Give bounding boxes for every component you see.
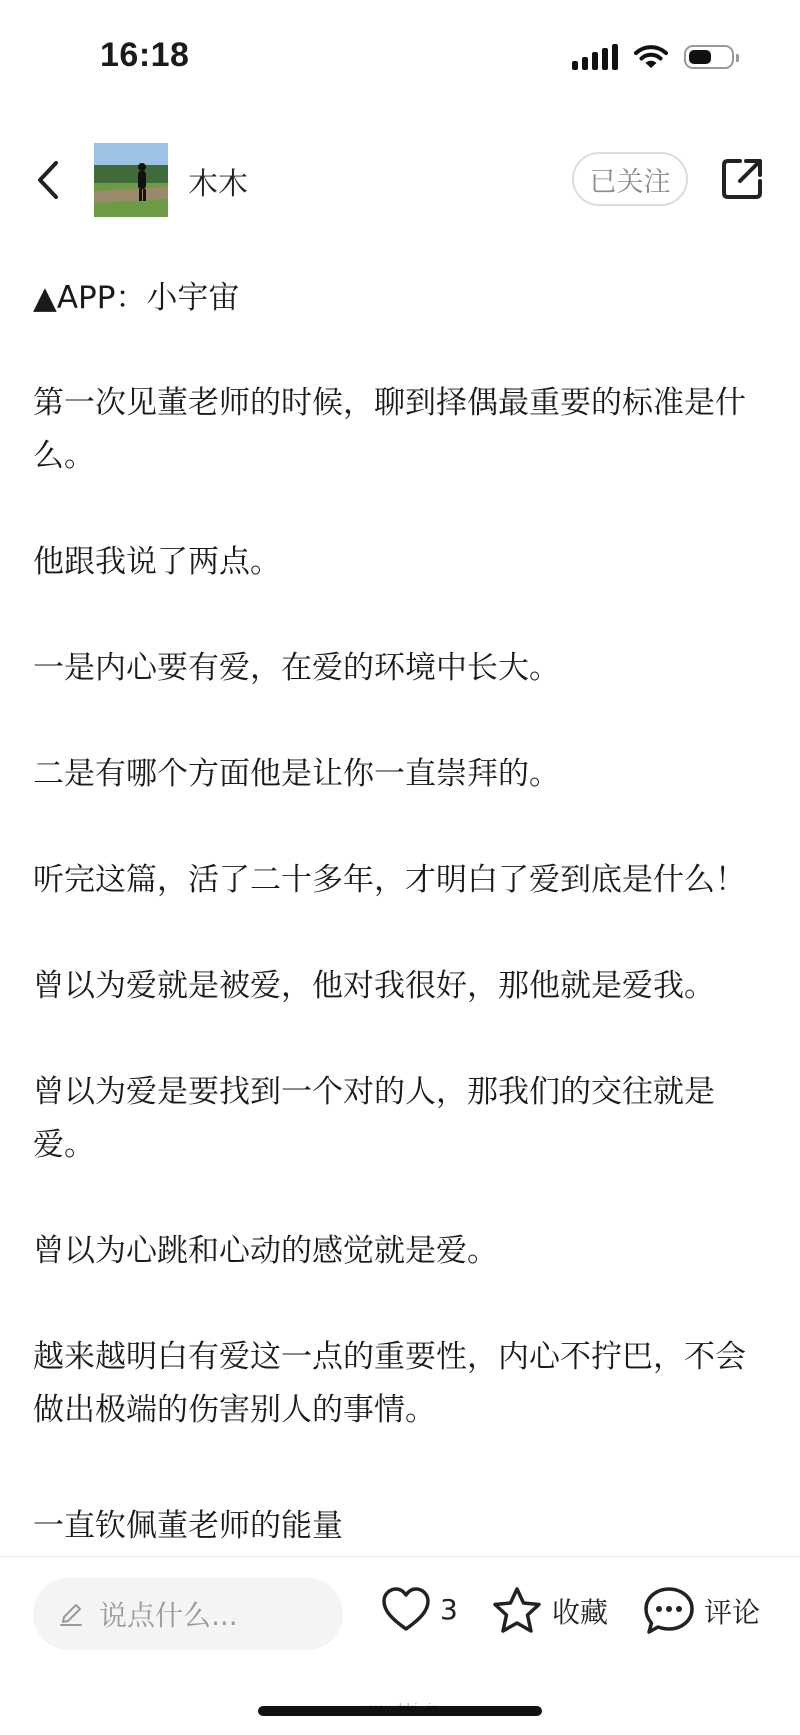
star-icon (490, 1585, 544, 1637)
article-paragraph: 听完这篇，活了二十多年，才明白了爱到底是什么！ (33, 862, 746, 898)
comment-input[interactable] (33, 1578, 343, 1650)
comment-button[interactable] (642, 1585, 760, 1637)
like-count: 3 (440, 1592, 458, 1626)
article-paragraph: 越来越明白有爱这一点的重要性，内心不拧巴，不会做出极端的伤害别人的事情。 (33, 1339, 746, 1428)
chat-bubble-icon (642, 1585, 696, 1637)
article-paragraph: 一是内心要有爱，在爱的环境中长大。 (33, 650, 560, 686)
cellular-signal-icon (572, 44, 618, 70)
favorite-label: 收藏 (552, 1596, 609, 1629)
article-paragraph-partial (33, 1508, 773, 1556)
article-paragraph: 曾以为爱就是被爱，他对我很好，那他就是爱我。 (33, 968, 715, 1004)
article-paragraph: 二是有哪个方面他是让你一直崇拜的。 (33, 756, 560, 792)
author-name[interactable]: 木木 (188, 167, 248, 202)
article-paragraph: 他跟我说了两点。 (33, 544, 281, 580)
article-paragraph: 曾以为爱是要找到一个对的人，那我们的交往就是爱。 (33, 1074, 715, 1163)
avatar[interactable] (94, 143, 168, 217)
wifi-icon (634, 44, 668, 70)
comment-placeholder: 说点什么... (99, 1599, 238, 1632)
like-button[interactable] (380, 1585, 458, 1633)
battery-icon (684, 45, 734, 69)
status-time: 16:18 (100, 36, 190, 74)
pencil-icon (57, 1600, 85, 1628)
heart-icon (380, 1585, 432, 1633)
follow-button[interactable]: 已关注 (572, 152, 688, 206)
article-body (33, 272, 773, 1490)
partial-text: 一直钦佩董老师的能量 (33, 1508, 343, 1544)
back-arrow-icon[interactable] (28, 155, 72, 205)
article-paragraph: ▲APP：小宇宙 (33, 280, 240, 316)
comment-label: 评论 (704, 1596, 761, 1629)
article-paragraph: 曾以为心跳和心动的感觉就是爱。 (33, 1233, 498, 1269)
post-header (0, 135, 800, 225)
share-icon[interactable] (718, 155, 766, 203)
home-indicator (258, 1706, 542, 1716)
status-icons (572, 44, 734, 70)
status-bar (0, 0, 800, 118)
favorite-button[interactable] (490, 1585, 608, 1637)
article-paragraph: 第一次见董老师的时候，聊到择偶最重要的标准是什么。 (33, 385, 746, 474)
